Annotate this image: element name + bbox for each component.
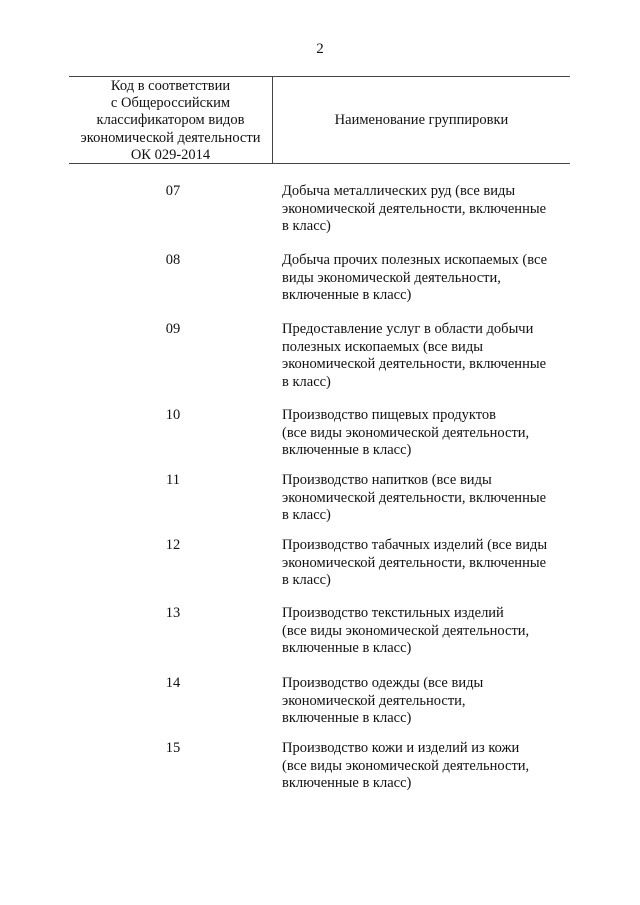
row-code: 07 (165, 183, 181, 199)
row-code: 12 (165, 537, 181, 553)
row-name: Производство пищевых продуктов (все виды экономической деятельности, включенные в класс) (282, 407, 530, 458)
row-name: Предоставление услуг в области добычи полезных ископаемых (все виды экономической деятельности, включенные в класс) (282, 321, 547, 390)
row-name: Производство текстильных изделий (все виды экономической деятельности, включенные в класс) (282, 605, 530, 656)
row-name: Производство напитков (все виды экономической деятельности, включенные в класс) (282, 472, 547, 523)
row-code: 15 (165, 740, 181, 756)
header-name-column: Наименование группировки (334, 112, 509, 128)
header-code-column: Код в соответствии с Общероссийским классификатором видов экономической деятельности ОК 029-2014 (80, 78, 261, 163)
row-name: Производство кожи и изделий из кожи (все виды экономической деятельности, включенные в класс) (282, 740, 530, 791)
row-code: 10 (165, 407, 181, 423)
row-code: 08 (165, 252, 181, 268)
page-number: 2 (316, 41, 324, 57)
row-code: 09 (165, 321, 181, 337)
row-name: Добыча металлических руд (все виды экономической деятельности, включенные в класс) (282, 183, 547, 234)
row-code: 14 (165, 675, 181, 691)
row-name: Производство одежды (все виды экономической деятельности, включенные в класс) (282, 675, 484, 726)
row-code: 11 (166, 472, 180, 488)
row-name: Производство табачных изделий (все виды экономической деятельности, включенные в класс) (282, 537, 548, 588)
row-name: Добыча прочих полезных ископаемых (все виды экономической деятельности, включенные в класс) (282, 252, 548, 303)
row-code: 13 (165, 605, 181, 621)
